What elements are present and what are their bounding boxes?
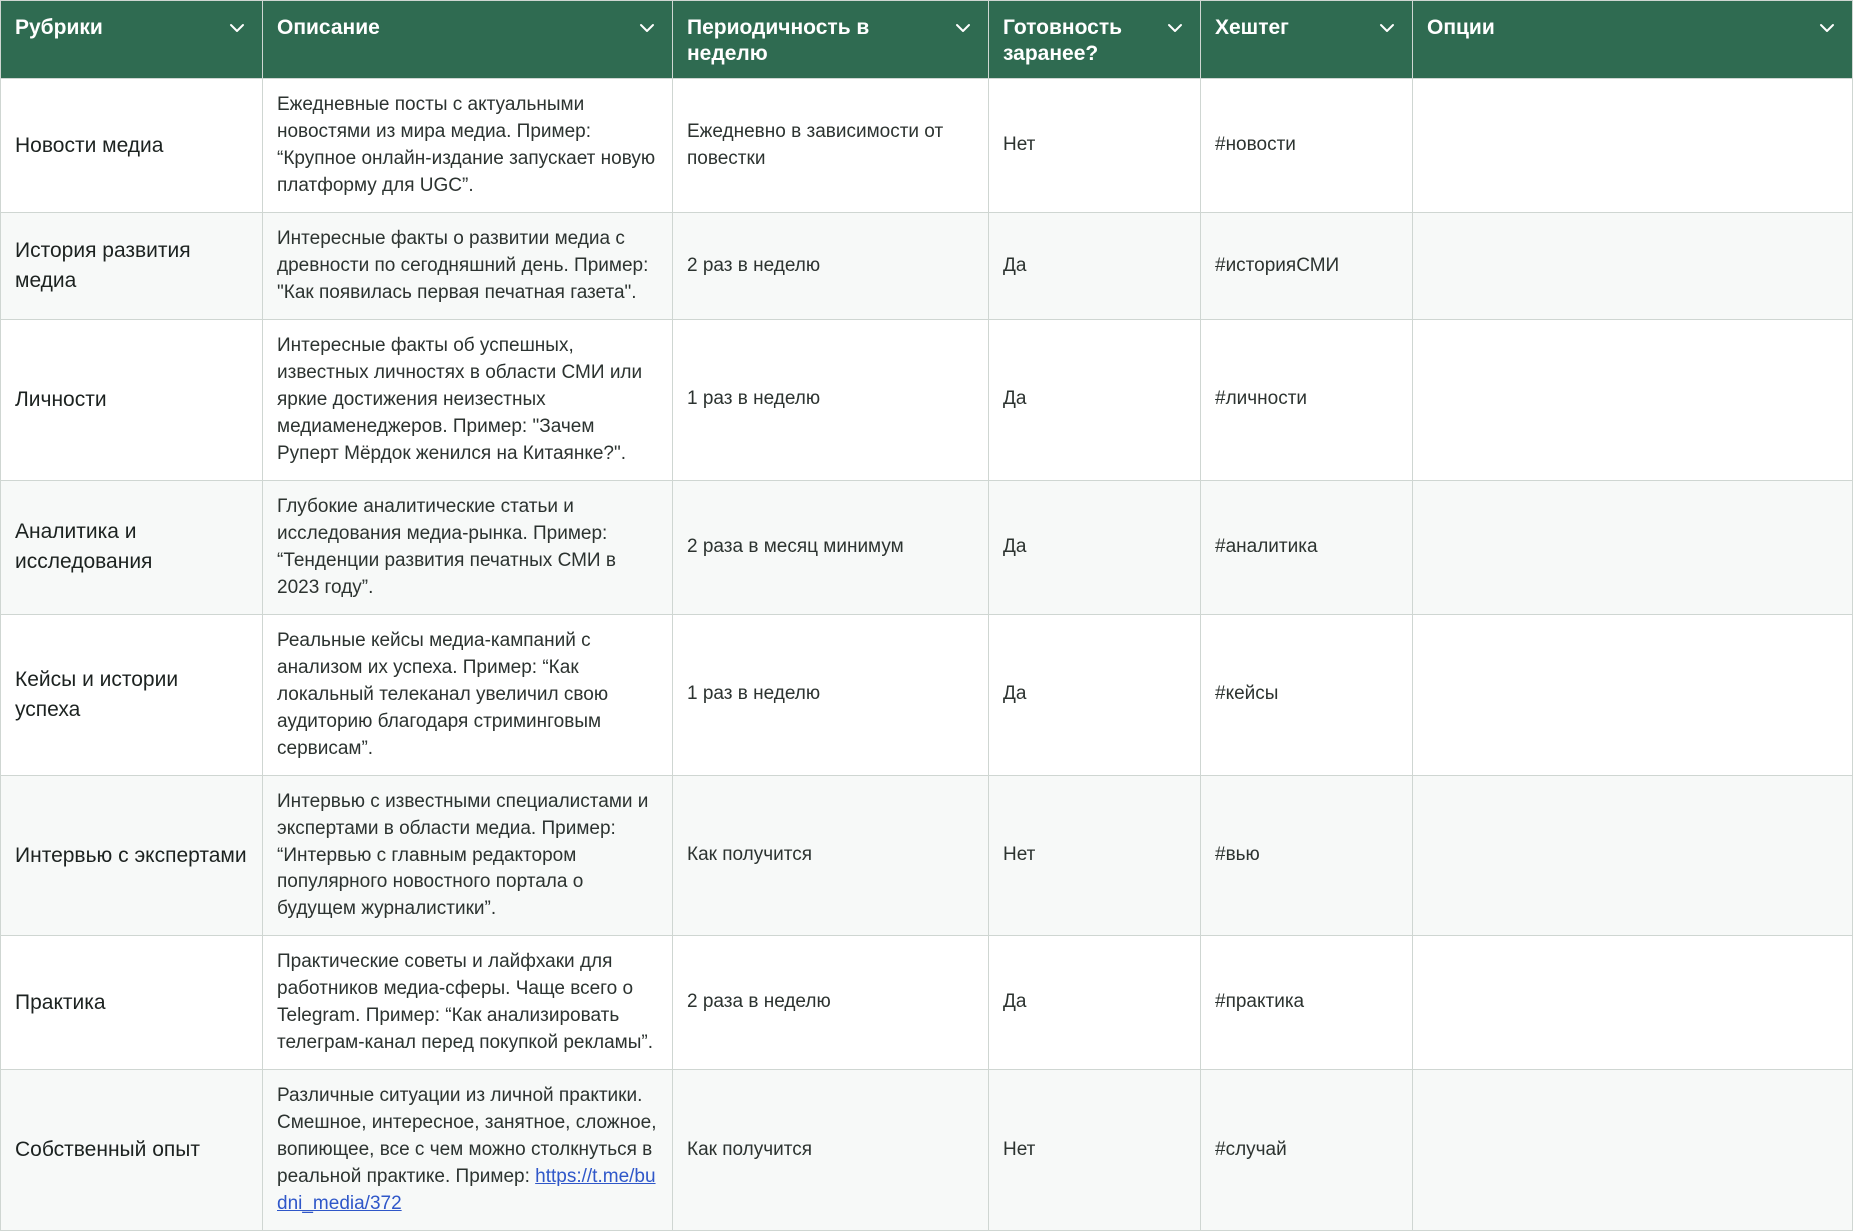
cell-description: Интересные факты об успешных, известных личностях в области СМИ или яркие достижения неизестных медиаменеджеров. Пример: "Зачем Руперт Мёрдок женился на Китаянке?". xyxy=(263,320,673,481)
table-row[interactable] xyxy=(1,614,1853,775)
table-row[interactable] xyxy=(1,936,1853,1070)
cell-frequency: 2 раз в неделю xyxy=(673,213,989,320)
cell-options[interactable] xyxy=(1413,614,1853,775)
cell-ready: Да xyxy=(989,213,1201,320)
table-row[interactable] xyxy=(1,480,1853,614)
cell-options[interactable] xyxy=(1413,79,1853,213)
cell-hashtag: #вью xyxy=(1201,775,1413,936)
column-header-options[interactable] xyxy=(1413,1,1853,79)
table-row[interactable] xyxy=(1,320,1853,481)
cell-rubric: История развития медиа xyxy=(1,213,263,320)
column-header-rubrics[interactable] xyxy=(1,1,263,79)
cell-rubric: Интервью с экспертами xyxy=(1,775,263,936)
cell-options[interactable] xyxy=(1413,213,1853,320)
cell-ready: Нет xyxy=(989,1070,1201,1231)
cell-rubric: Кейсы и истории успеха xyxy=(1,614,263,775)
cell-hashtag: #новости xyxy=(1201,79,1413,213)
cell-options[interactable] xyxy=(1413,936,1853,1070)
chevron-down-icon[interactable] xyxy=(1164,17,1186,39)
cell-frequency: 1 раз в неделю xyxy=(673,614,989,775)
chevron-down-icon[interactable] xyxy=(1376,17,1398,39)
cell-rubric: Личности xyxy=(1,320,263,481)
cell-hashtag: #аналитика xyxy=(1201,480,1413,614)
column-header-ready[interactable] xyxy=(989,1,1201,79)
chevron-down-icon[interactable] xyxy=(952,17,974,39)
chevron-down-icon[interactable] xyxy=(1816,17,1838,39)
description-text: Различные ситуации из личной практики. Смешное, интересное, занятное, сложное, вопиющее, все с чем можно столкнуться в реальной практике. Пример: xyxy=(277,1085,657,1188)
table-row[interactable] xyxy=(1,79,1853,213)
column-header-hashtag[interactable] xyxy=(1201,1,1413,79)
cell-description: Глубокие аналитические статьи и исследования медиа-рынка. Пример: “Тенденции развития печатных СМИ в 2023 году”. xyxy=(263,480,673,614)
cell-ready: Нет xyxy=(989,775,1201,936)
cell-description: Ежедневные посты с актуальными новостями из мира медиа. Пример: “Крупное онлайн-издание запускает новую платформу для UGC”. xyxy=(263,79,673,213)
cell-options[interactable] xyxy=(1413,480,1853,614)
table-row[interactable] xyxy=(1,213,1853,320)
column-header-label: Опции xyxy=(1427,16,1495,39)
chevron-down-icon[interactable] xyxy=(636,17,658,39)
description-link[interactable]: https://t.me/budni_media/372 xyxy=(277,1166,656,1215)
cell-frequency: Ежедневно в зависимости от повестки xyxy=(673,79,989,213)
cell-hashtag: #случай xyxy=(1201,1070,1413,1231)
cell-hashtag: #личности xyxy=(1201,320,1413,481)
chevron-down-icon[interactable] xyxy=(226,17,248,39)
cell-hashtag: #историяСМИ xyxy=(1201,213,1413,320)
cell-options[interactable] xyxy=(1413,320,1853,481)
column-header-label: Описание xyxy=(277,16,380,39)
cell-ready: Да xyxy=(989,320,1201,481)
cell-ready: Да xyxy=(989,614,1201,775)
cell-rubric: Новости медиа xyxy=(1,79,263,213)
cell-frequency: Как получится xyxy=(673,775,989,936)
cell-description: Реальные кейсы медиа-кампаний с анализом их успеха. Пример: “Как локальный телеканал увеличил свою аудиторию благодаря стриминговым сервисам”. xyxy=(263,614,673,775)
column-header-label: Готовность заранее? xyxy=(1003,16,1123,65)
cell-description: Практические советы и лайфхаки для работников медиа-сферы. Чаще всего о Telegram. Пример: “Как анализировать телеграм-канал перед покупкой рекламы”. xyxy=(263,936,673,1070)
cell-description: Интересные факты о развитии медиа с древности по сегодняшний день. Пример: "Как появилась первая печатная газета". xyxy=(263,213,673,320)
cell-description: Интервью с известными специалистами и экспертами в области медиа. Пример: “Интервью с главным редактором популярного новостного портала о будущем журналистики”. xyxy=(263,775,673,936)
cell-frequency: 1 раз в неделю xyxy=(673,320,989,481)
cell-frequency: 2 раза в неделю xyxy=(673,936,989,1070)
cell-rubric: Аналитика и исследования xyxy=(1,480,263,614)
column-header-label: Хештег xyxy=(1215,16,1289,39)
column-header-label: Рубрики xyxy=(15,16,103,39)
cell-ready: Нет xyxy=(989,79,1201,213)
column-header-frequency[interactable] xyxy=(673,1,989,79)
cell-options[interactable] xyxy=(1413,1070,1853,1231)
cell-description xyxy=(263,1070,673,1231)
cell-ready: Да xyxy=(989,480,1201,614)
cell-frequency: Как получится xyxy=(673,1070,989,1231)
cell-frequency: 2 раза в месяц минимум xyxy=(673,480,989,614)
table-body xyxy=(1,79,1853,1231)
table-row[interactable] xyxy=(1,1070,1853,1231)
cell-ready: Да xyxy=(989,936,1201,1070)
cell-rubric: Собственный опыт xyxy=(1,1070,263,1231)
header-row xyxy=(1,1,1853,79)
column-header-label: Периодичность в неделю xyxy=(687,16,870,65)
cell-hashtag: #практика xyxy=(1201,936,1413,1070)
cell-options[interactable] xyxy=(1413,775,1853,936)
column-header-description[interactable] xyxy=(263,1,673,79)
table-header xyxy=(1,1,1853,79)
cell-hashtag: #кейсы xyxy=(1201,614,1413,775)
cell-rubric: Практика xyxy=(1,936,263,1070)
table-row[interactable] xyxy=(1,775,1853,936)
